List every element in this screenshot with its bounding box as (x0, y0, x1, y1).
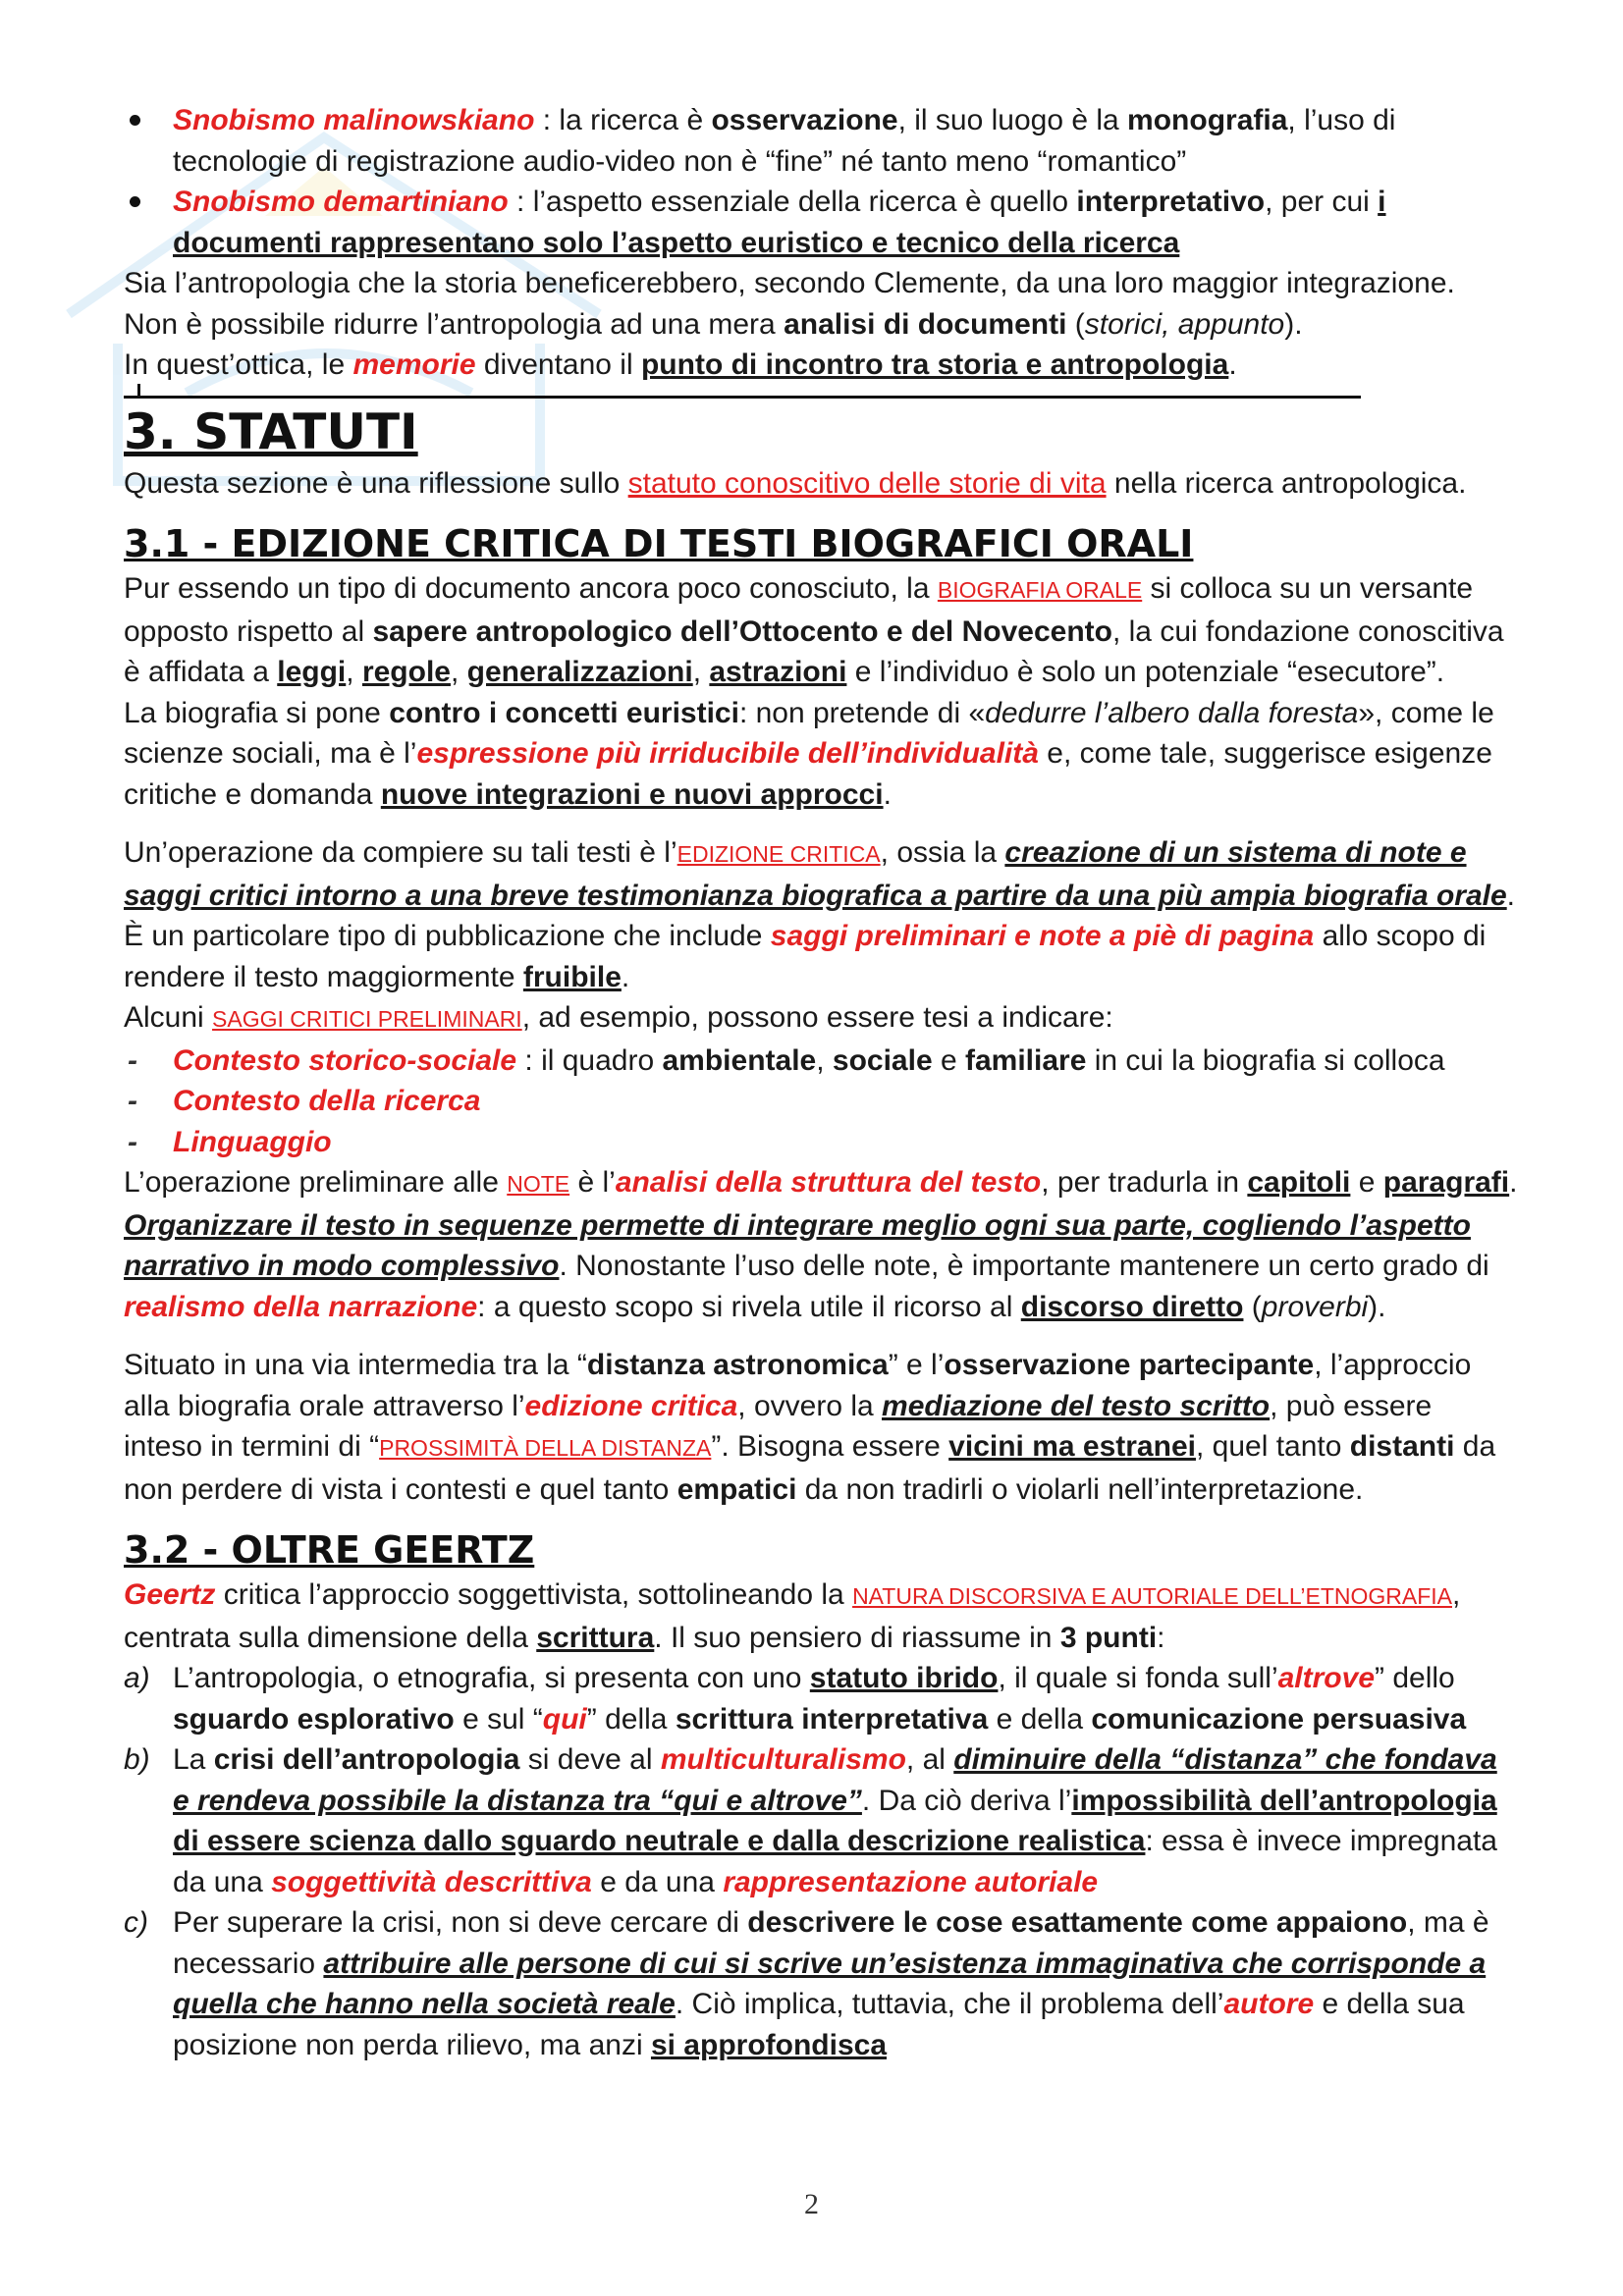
section-divider (124, 396, 1361, 399)
page-number: 2 (804, 2188, 819, 2220)
section-intro: Questa sezione è una riflessione sullo statuto conoscitivo delle storie di vita nella ricerca antropologica. (124, 466, 1467, 500)
list-item: b) La crisi dell’antropologia si deve al multiculturalismo, al diminuire della “distanza” che fondava e rendeva possibile la distanza tra “qui e altrove”. Da ciò deriva l’impossibilità dell’antropologia di essere scienza dallo sguardo neutrale e dalla descrizione realistica: essa è invece impregnata da una soggettività descrittiva e da una rappresentazione autoriale (124, 1743, 1497, 1898)
intro-line-1: Sia l’antropologia che la storia beneficerebbero, secondo Clemente, da una loro maggior integrazione. (124, 267, 1455, 299)
subsection-title-3-1: 3.1 - EDIZIONE CRITICA DI TESTI BIOGRAFICI ORALI (124, 522, 1194, 565)
list-item: - Contesto storico-sociale : il quadro ambientale, sociale e familiare in cui la biografia si colloca (124, 1041, 1518, 1082)
paragraph: Geertz critica l’approccio soggettivista, sottolineando la NATURA DISCORSIVA E AUTORIALE DELL’ETNOGRAFIA, centrata sulla dimensione della scrittura. Il suo pensiero di riassume in 3 punti: (124, 1578, 1461, 1654)
paragraph: Alcuni SAGGI CRITICI PRELIMINARI, ad esempio, possono essere tesi a indicare: (124, 1001, 1113, 1034)
paragraph: Situato in una via intermedia tra la “distanza astronomica” e l’osservazione partecipante, l’approccio alla biografia orale attraverso l’edizione critica, ovvero la mediazione del testo scritto, può essere inteso in termini di “PROSSIMITÀ DELLA DISTANZA”. Bisogna essere vicini ma estranei, quel tanto distanti da non perdere di vista i contesti e quel tanto empatici da non tradirli o violarli nell’interpretazione. (124, 1349, 1496, 1506)
subsection-title-3-2: 3.2 - OLTRE GEERTZ (124, 1528, 535, 1572)
section-title: 3. STATUTI (124, 402, 418, 460)
paragraph: L’operazione preliminare alle NOTE è l’analisi della struttura del testo, per tradurla in capitoli e paragrafi. Organizzare il testo in sequenze permette di integrare meglio ogni sua parte, cogliendo l’aspetto narrativo in modo complessivo. Nonostante l’uso delle note, è importante mantenere un certo grado di realismo della narrazione: a questo scopo si rivela utile il ricorso al discorso diretto (proverbi). (124, 1166, 1518, 1323)
list-item: - Linguaggio (124, 1122, 1518, 1163)
intro-line-3: In quest’ottica, le memorie diventano il punto di incontro tra storia e antropologia. (124, 348, 1237, 381)
paragraph: Un’operazione da compiere su tali testi è l’EDIZIONE CRITICA, ossia la creazione di un sistema di note e saggi critici intorno a una breve testimonianza biografica a partire da una più ampia biografia orale. (124, 836, 1516, 912)
paragraph: Pur essendo un tipo di documento ancora poco conosciuto, la BIOGRAFIA ORALE si colloca su un versante opposto rispetto al sapere antropologico dell’Ottocento e del Novecento, la cui fondazione conoscitiva è affidata a leggi, regole, generalizzazioni, astrazioni e l’individuo è solo un potenziale “esecutore”. (124, 572, 1504, 688)
list-item: c) Per superare la crisi, non si deve cercare di descrivere le cose esattamente come appaiono, ma è necessario attribuire alle persone di cui si scrive un’esistenza immaginativa che corrisponde a quella che hanno nella società reale. Ciò implica, tuttavia, che il problema dell’autore e della sua posizione non perda rilievo, ma anzi si approfondisca (124, 1906, 1489, 2061)
list-item: Snobismo malinowskiano : la ricerca è osservazione, il suo luogo è la monografia, l’uso di tecnologie di registrazione audio-video non è “fine” né tanto meno “romantico” (124, 100, 1518, 182)
lettered-list (124, 1658, 1518, 2065)
list-item: Snobismo demartiniano : l’aspetto essenziale della ricerca è quello interpretativo, per cui i documenti rappresentano solo l’aspetto euristico e tecnico della ricerca (124, 182, 1518, 263)
intro-line-2: Non è possibile ridurre l’antropologia ad una mera analisi di documenti (storici, appunto). (124, 307, 1303, 341)
bullet-list (124, 100, 1518, 263)
paragraph: La biografia si pone contro i concetti euristici: non pretende di «dedurre l’albero dalla foresta», come le scienze sociali, ma è l’espressione più irriducibile dell’individualità e, come tale, suggerisce esigenze critiche e domanda nuove integrazioni e nuovi approcci. (124, 696, 1494, 811)
paragraph: È un particolare tipo di pubblicazione che include saggi preliminari e note a piè di pagina allo scopo di rendere il testo maggiormente fruibile. (124, 920, 1487, 993)
list-item: a) L’antropologia, o etnografia, si presenta con uno statuto ibrido, il quale si fonda sull’altrove” dello sguardo esplorativo e sul “qui” della scrittura interpretativa e della comunicazione persuasiva (124, 1662, 1467, 1735)
content (124, 100, 1518, 2065)
dash-list (124, 1041, 1518, 1163)
list-item: - Contesto della ricerca (124, 1081, 1518, 1122)
